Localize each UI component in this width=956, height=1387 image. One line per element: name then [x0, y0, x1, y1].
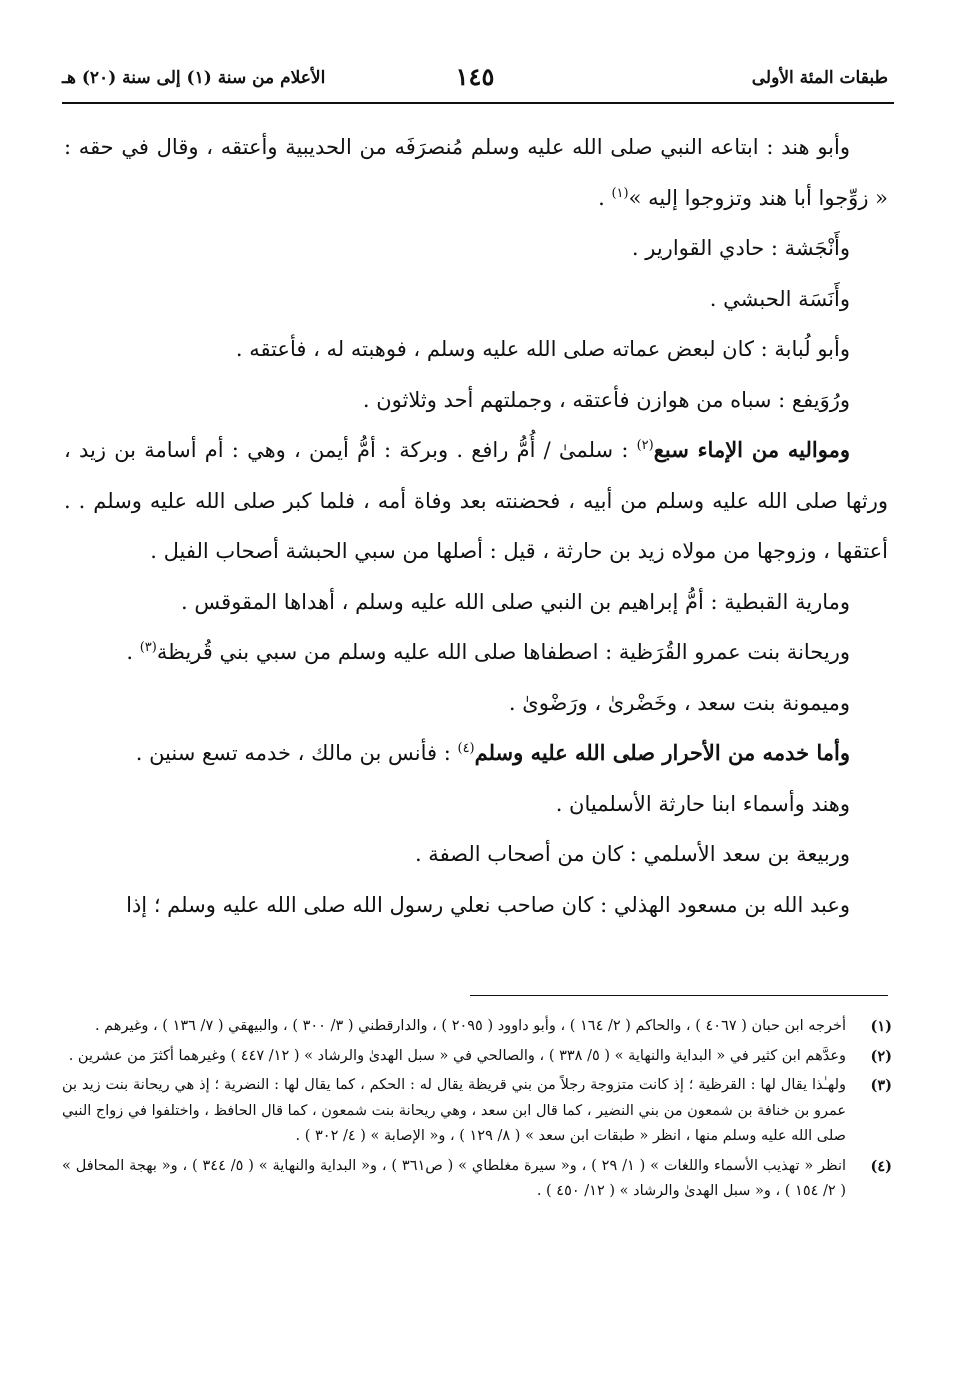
main-text [64, 122, 888, 930]
paragraph-rabia: وربيعة بن سعد الأسلمي : كان من أصحاب الصفة . [414, 842, 850, 866]
header-section-title: الأعلام من سنة (١) إلى سنة (٢٠) هـ [62, 68, 326, 88]
paragraph-ruwayfi: ورُوَيفع : سباه من هوازن فأعتقه ، وجملتهم أحد وثلاثون . [362, 387, 850, 412]
footnote-text: انظر « تهذيب الأسماء واللغات » ( ١/ ٢٩ ) ، و« سيرة مغلطاي » ( ص٣٦١ ) ، و« البداية والنهاية » ( ٥/ ٣٤٤ ) ، و« بهجة المحافل » ( ٢/ ١٥٤ ) ، و« سبل الهدىٰ والرشاد » ( ١٢/ ٤٥٠ ) . [62, 1157, 847, 1199]
footnote-number: (٣) [870, 1077, 892, 1094]
paragraph-free-servants: وأما خدمه من الأحرار صلى الله عليه وسلم$^{(٤)}$ : فأنس بن مالك ، خدمه تسع سنين . [135, 740, 850, 765]
section-heading-female-servants: ومواليه من الإماء سبع [653, 437, 850, 462]
paragraph-maymuna: وميمونة بنت سعد ، وخَضْرىٰ ، ورَضْوىٰ . [508, 690, 850, 715]
paragraph-anasa: وأَنَسَة الحبشي . [709, 286, 850, 311]
page-number: ١٤٥ [455, 62, 495, 91]
header-rule [62, 102, 894, 104]
footnote-4 [62, 1154, 892, 1205]
footnote-number: (٢) [870, 1047, 892, 1065]
paragraph-abu-hind: وأبو هند : ابتاعه النبي صلى الله عليه وسلم مُنصرَفَه من الحديبية وأعتقه ، وقال في حقه : « زوِّجوا أبا هند وتزوجوا إليه »$^{(١)}$ . [64, 135, 888, 210]
footnote-1 [62, 1014, 892, 1040]
paragraph-abu-lubaba: وأبو لُبابة : كان لبعض عماته صلى الله عليه وسلم ، فوهبته له ، فأعتقه . [235, 337, 850, 361]
footnote-ref-2: (٢) [636, 438, 654, 453]
footnote-ref-3: (٣) [139, 640, 157, 655]
paragraph-rayhana: وريحانة بنت عمرو القُرَظية : اصطفاها صلى الله عليه وسلم من سبي بني قُريظة$^{(٣)}$ . [126, 640, 850, 664]
page-header [62, 62, 888, 102]
footnote-ref-1: (١) [611, 185, 629, 201]
footnote-number: (١) [870, 1018, 892, 1035]
paragraph-female-servants: ومواليه من الإماء سبع$^{(٢)}$ : سلمىٰ / أُمُّ رافع . وبركة : أمُّ أيمن ، وهي : أم أسامة بن زيد ، ورثها صلى الله عليه وسلم من أبيه ، فحضنته بعد وفاة أمه ، فلما كبر صلى الله عليه وسلم . . أعتقها ، وزوجها من مولاه زيد بن حارثة ، قيل : أصلها من سبي الحبشة أصحاب الفيل . [64, 437, 888, 563]
paragraph-mariya: ومارية القبطية : أمُّ إبراهيم بن النبي صلى الله عليه وسلم ، أهداها المقوقس . [181, 589, 850, 614]
footnote-ref-4: (٤) [457, 741, 475, 756]
section-heading-free-servants: وأما خدمه من الأحرار صلى الله عليه وسلم [474, 740, 850, 765]
footnote-2 [62, 1044, 892, 1070]
paragraph-hind-asma: وهند وأسماء ابنا حارثة الأسلميان . [555, 791, 850, 816]
footnote-text: أخرجه ابن حبان ( ٤٠٦٧ ) ، والحاكم ( ٢/ ١٦٤ ) ، وأبو داوود ( ٢٠٩٥ ) ، والدارقطني ( ٣/ ٣٠٠ ) ، والبيهقي ( ٧/ ١٣٦ ) ، وغيرهم . [94, 1018, 846, 1034]
footnotes [62, 1014, 892, 1209]
footnote-number: (٤) [870, 1157, 892, 1175]
footnote-3 [62, 1073, 892, 1150]
paragraph-ibn-masud: وعبد الله بن مسعود الهذلي : كان صاحب نعلي رسول الله صلى الله عليه وسلم ؛ إذا [126, 892, 850, 917]
footnote-text: ولهـٰذا يقال لها : القرظية ؛ إذ كانت متزوجة رجلاً من بني قريظة يقال له : الحكم ، كما يقال لها : النضرية ؛ إذ هي ريحانة بنت زيد بن عمرو بن خنافة بن شمعون من بني النضير ، كما قال ابن سعد ، وهي ريحانة بنت شمعون ، كما قال الحافظ ، واختلفوا في زواج النبي صلى الله عليه وسلم منها ، انظر « طبقات ابن سعد » ( ٨/ ١٢٩ ) ، و« الإصابة » ( ٤/ ٣٠٢ ) . [62, 1077, 846, 1144]
paragraph-anjasha: وأَنْجَشة : حادي القوارير . [631, 236, 850, 260]
footnote-rule [470, 995, 888, 996]
footnote-text: وعدَّهم ابن كثير في « البداية والنهاية » ( ٥/ ٣٣٨ ) ، والصالحي في « سبل الهدىٰ والرشاد » ( ١٢/ ٤٤٧ ) وغيرهما أكثرَ من عشرين . [68, 1047, 846, 1064]
header-book-title: طبقات المئة الأولى [751, 68, 888, 88]
